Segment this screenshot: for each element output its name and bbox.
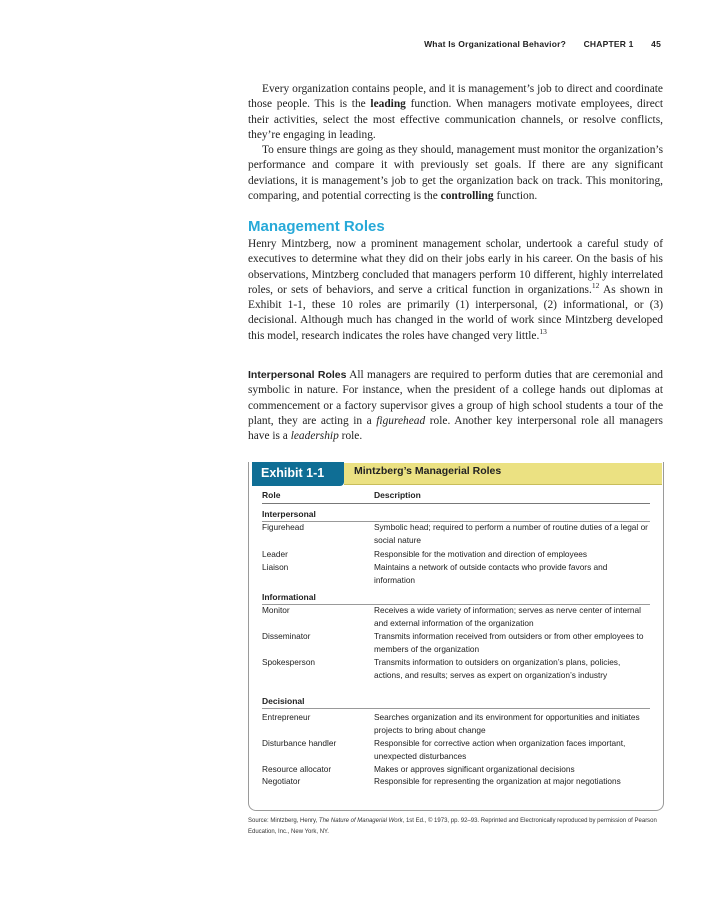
role-name: Negotiator <box>262 776 301 786</box>
mintzberg-paragraph-wrap <box>248 237 663 344</box>
role-name: Resource allocator <box>262 764 332 774</box>
running-head-chapter: CHAPTER 1 <box>583 39 634 49</box>
role-description: Responsible for representing the organization at major negotiations <box>374 776 621 786</box>
role-description: Transmits information received from outsiders or from other employees to members of the organization <box>374 631 644 654</box>
term-leading: leading <box>370 98 406 111</box>
role-description: Symbolic head; required to perform a number of routine duties of a legal or social nature <box>374 522 648 545</box>
role-name: Disseminator <box>262 631 311 641</box>
role-description: Searches organization and its environment for opportunities and initiates projects to bring about change <box>374 712 640 735</box>
role-name: Figurehead <box>262 522 304 532</box>
endnote-ref-13: 13 <box>539 326 547 336</box>
runin-heading: Interpersonal Roles <box>248 369 347 381</box>
running-head <box>0 39 661 49</box>
paragraph-leading: Every organization contains people, and it is management’s job to direct and coordinate those people. This is the leading function. When managers motivate employees, direct their activities, select the most effective communication channels, or resolve conflicts, they’re engaging in leading. <box>248 83 663 141</box>
role-name: Entrepreneur <box>262 712 311 722</box>
role-name: Leader <box>262 549 288 559</box>
endnote-ref-12: 12 <box>591 281 600 291</box>
paragraph-mintzberg: Henry Mintzberg, now a prominent management scholar, undertook a careful study of executives to determine what they did on their jobs early in his career. On the basis of his observations, Mintzberg concluded that managers perform 10 different, highly interrelated roles, or sets of behaviors, and serve a critical function in organizations.$^{12}$ As shown in Exhibit 1-1, these 10 roles are primarily (1) interpersonal, (2) informational, or (3) decisional. Although much has changed in the world of work since Mintzberg developed this model, research indicates the roles have changed very little.$^{13}$ <box>248 238 663 342</box>
exhibit-label: Exhibit 1-1 <box>252 462 344 486</box>
group-heading-interpersonal: Interpersonal <box>262 509 650 522</box>
role-description: Transmits information to outsiders on organization’s plans, policies, actions, and results; serves as expert on organization’s industry <box>374 657 621 680</box>
column-header-role: Role <box>262 490 281 500</box>
role-name: Spokesperson <box>262 657 316 667</box>
page-number: 45 <box>651 39 661 49</box>
group-heading-informational: Informational <box>262 592 650 605</box>
column-header-description: Description <box>374 490 421 500</box>
table-header <box>262 490 650 504</box>
exhibit-title: Mintzberg’s Managerial Roles <box>354 465 502 477</box>
role-description: Maintains a network of outside contacts who provide favors and information <box>374 562 608 585</box>
term-controlling: controlling <box>440 190 494 203</box>
intro-paragraphs <box>248 82 663 204</box>
paragraph-controlling: To ensure things are going as they should, management must monitor the organization’s performance and compare it with previously set goals. If there are any significant deviations, it is management’s job to get the organization back on track. This monitoring, comparing, and potential correcting is the controlling function. <box>248 144 663 203</box>
role-description: Makes or approves significant organizational decisions <box>374 764 575 774</box>
paragraph-interpersonal-roles: Interpersonal Roles All managers are required to perform duties that are ceremonial and symbolic in nature. For instance, when the president of a college hands out diplomas at commencement or a factory supervisor gives a group of high school students a tour of the plant, they are acting in a figurehead role. Another key interpersonal role all managers have is a leadership role. <box>248 369 663 443</box>
role-description: Receives a wide variety of information; serves as nerve center of internal and external information of the organization <box>374 605 642 628</box>
source-book-title: The Nature of Managerial Work <box>318 818 403 824</box>
section-title: Management Roles <box>248 218 385 235</box>
role-name: Liaison <box>262 562 289 572</box>
role-description: Responsible for the motivation and direction of employees <box>374 549 588 559</box>
running-head-section: What Is Organizational Behavior? <box>424 39 567 49</box>
group-heading-decisional: Decisional <box>262 696 650 709</box>
role-name: Disturbance handler <box>262 738 337 748</box>
role-description: Responsible for corrective action when organization faces important, unexpected disturbances <box>374 738 626 761</box>
exhibit-source-note: Source: Mintzberg, Henry, The Nature of Managerial Work, 1st Ed., © 1973, pp. 92–93. Reprinted and Electronically reproduced by permission of Pearson Education, Inc., New York, NY. <box>248 818 657 835</box>
interpersonal-paragraph-wrap <box>248 368 663 444</box>
role-name: Monitor <box>262 605 290 615</box>
